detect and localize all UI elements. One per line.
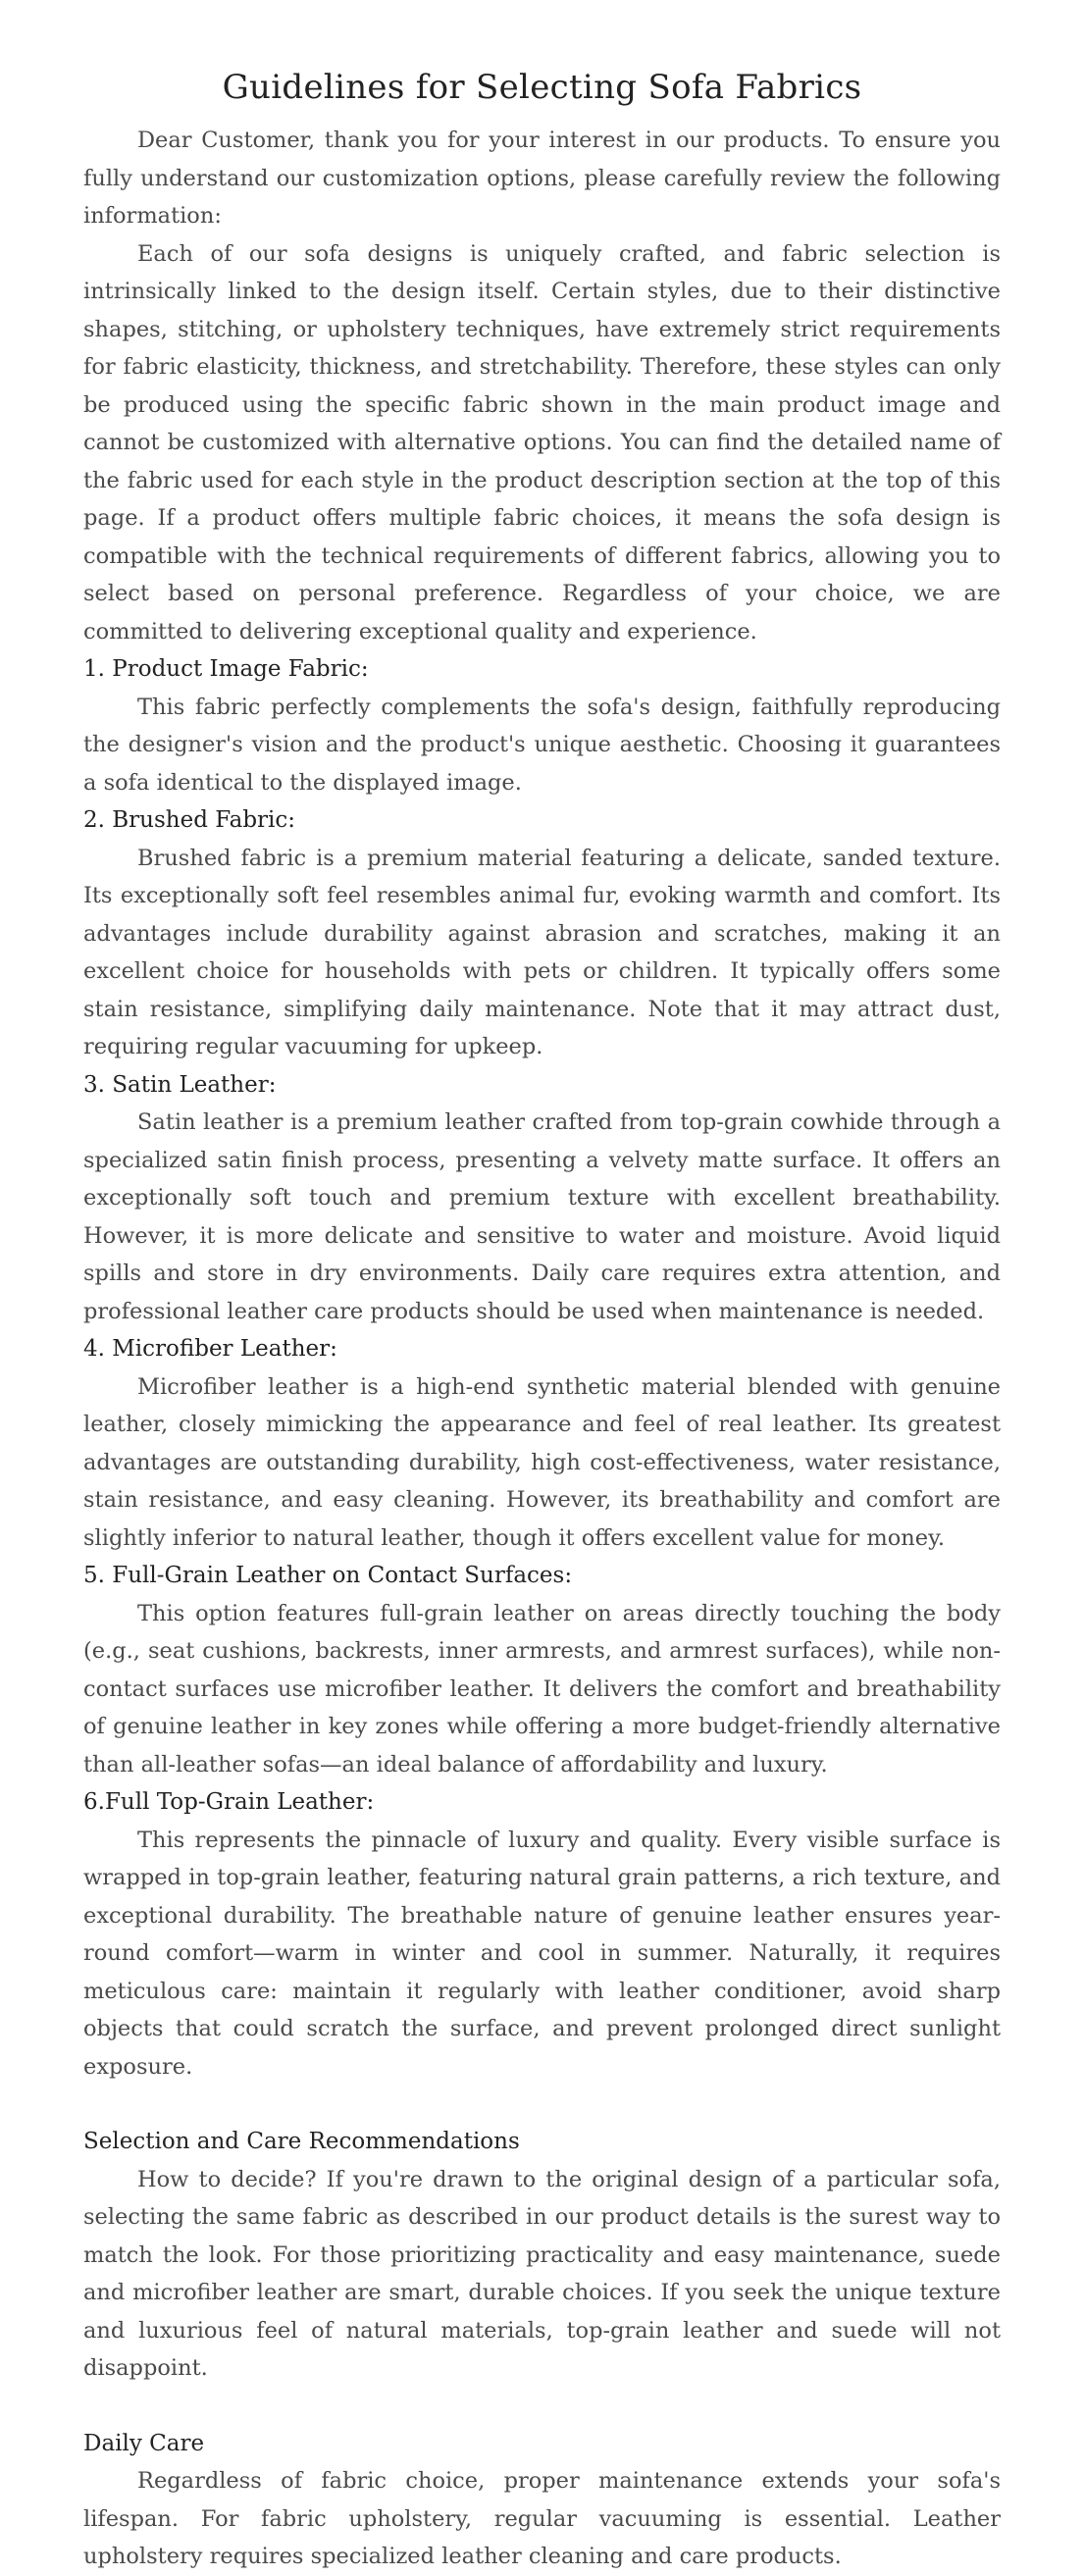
fabric-section-full-grain-contact bbox=[83, 1557, 1001, 1783]
fabric-heading: 2. Brushed Fabric: bbox=[83, 807, 296, 833]
fabric-section-full-top-grain bbox=[83, 1783, 1001, 2086]
section-heading: Selection and Care Recommendations bbox=[83, 2129, 520, 2154]
document-page bbox=[83, 63, 1001, 2576]
section-heading: Daily Care bbox=[83, 2430, 205, 2456]
fabric-description: This option features full-grain leather on areas directly touching the body (e.g., seat cushions, backrests, inner armrests, and armrest surfaces), while non-contact surfaces use microfiber leather. It delivers the comfort and breathability of genuine leather in key zones while offering a more budget-friendly alternative than all-leather sofas—an ideal balance of affordability and luxury. bbox=[83, 1600, 1001, 1777]
selection-recommendations-section bbox=[83, 2123, 1001, 2388]
fabric-heading: 3. Satin Leather: bbox=[83, 1071, 277, 1098]
fabric-heading: 5. Full-Grain Leather on Contact Surfaces: bbox=[83, 1563, 573, 1588]
fabric-section-brushed bbox=[83, 801, 1001, 1066]
fabric-section-product-image bbox=[83, 650, 1001, 801]
intro-greeting: Dear Customer, thank you for your interest in our products. To ensure you fully understand our customization options, please carefully review the following information: bbox=[83, 128, 1001, 229]
fabric-description: This represents the pinnacle of luxury and quality. Every visible surface is wrapped in top-grain leather, featuring natural grain patterns, a rich texture, and exceptional durability. The breathable nature of genuine leather ensures year-round comfort—warm in winter and cool in summer. Naturally, it requires meticulous care: maintain it regularly with leather conditioner, avoid sharp objects that could scratch the surface, and prevent prolonged direct sunlight exposure. bbox=[83, 1827, 1001, 2080]
fabric-description: Microfiber leather is a high-end synthetic material blended with genuine leather, closely mimicking the appearance and feel of real leather. Its greatest advantages are outstanding durability, high cost-effectiveness, water resistance, stain resistance, and easy cleaning. However, its breathability and comfort are slightly inferior to natural leather, though it offers excellent value for money. bbox=[83, 1373, 1001, 1551]
intro-body: Each of our sofa designs is uniquely crafted, and fabric selection is intrinsically linked to the design itself. Certain styles, due to their distinctive shapes, stitching, or upholstery techniques, have extremely strict requirements for fabric elasticity, thickness, and stretchability. Therefore, these styles can only be produced using the specific fabric shown in the main product image and cannot be customized with alternative options. You can find the detailed name of the fabric used for each style in the product description section at the top of this page. If a product offers multiple fabric choices, it means the sofa design is compatible with the technical requirements of different fabrics, allowing you to select based on personal preference. Regardless of your choice, we are committed to delivering exceptional quality and experience. bbox=[83, 240, 1001, 644]
fabric-description: Satin leather is a premium leather crafted from top-grain cowhide through a specialized satin finish process, presenting a velvety matte surface. It offers an exceptionally soft touch and premium texture with excellent breathability. However, it is more delicate and sensitive to water and moisture. Avoid liquid spills and store in dry environments. Daily care requires extra attention, and professional leather care products should be used when maintenance is needed. bbox=[83, 1109, 1001, 1324]
fabric-section-satin-leather bbox=[83, 1066, 1001, 1331]
fabric-heading: 6.Full Top-Grain Leather: bbox=[83, 1789, 375, 1815]
fabric-description: Brushed fabric is a premium material featuring a delicate, sanded texture. Its exceptionally soft feel resembles animal fur, evoking warmth and comfort. Its advantages include durability against abrasion and scratches, making it an excellent choice for households with pets or children. It typically offers some stain resistance, simplifying daily maintenance. Note that it may attract dust, requiring regular vacuuming for upkeep. bbox=[83, 845, 1001, 1059]
section-text: How to decide? If you're drawn to the original design of a particular sofa, selecting the same fabric as described in our product details is the surest way to match the look. For those prioritizing practicality and easy maintenance, suede and microfiber leather are smart, durable choices. If you seek the unique texture and luxurious feel of natural materials, top-grain leather and suede will not disappoint. bbox=[83, 2166, 1001, 2381]
section-text: Regardless of fabric choice, proper maintenance extends your sofa's lifespan. For fabric upholstery, regular vacuuming is essential. Leather upholstery requires specialized leather cleaning and care products. bbox=[83, 2468, 1001, 2569]
page-title: Guidelines for Selecting Sofa Fabrics bbox=[222, 68, 862, 107]
fabric-heading: 4. Microfiber Leather: bbox=[83, 1336, 337, 1362]
daily-care-section bbox=[83, 2425, 1001, 2576]
fabric-heading: 1. Product Image Fabric: bbox=[83, 656, 369, 682]
fabric-section-microfiber-leather bbox=[83, 1330, 1001, 1557]
fabric-description: This fabric perfectly complements the sofa's design, faithfully reproducing the designer's vision and the product's unique aesthetic. Choosing it guarantees a sofa identical to the displayed image. bbox=[83, 694, 1001, 796]
